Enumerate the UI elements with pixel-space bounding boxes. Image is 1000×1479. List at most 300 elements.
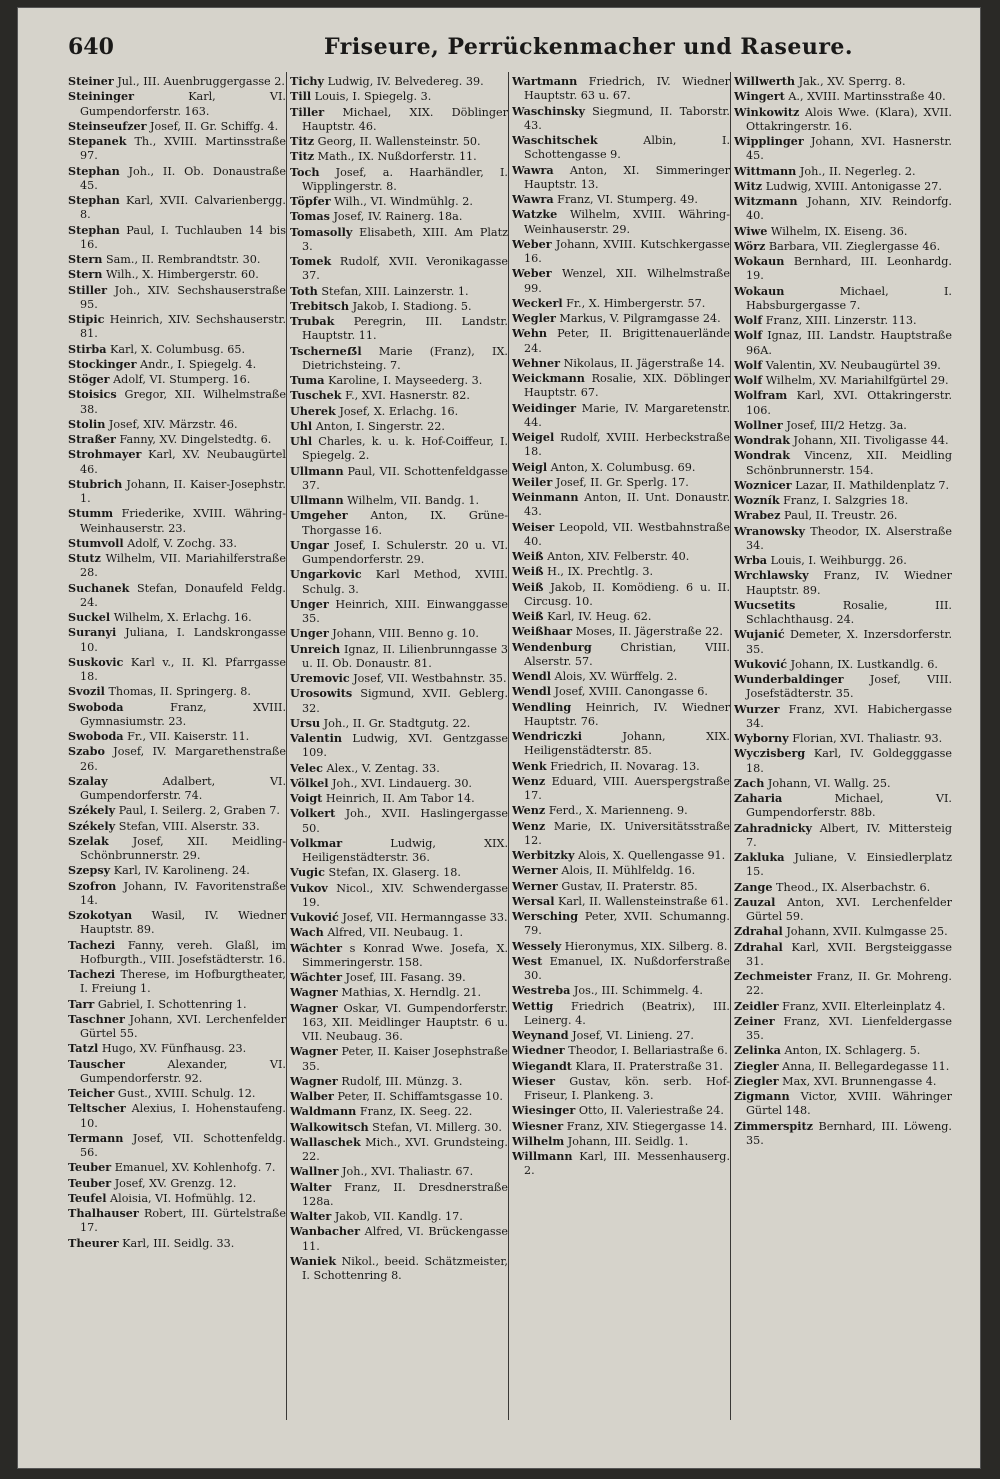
directory-entry — [734, 627, 952, 657]
directory-entry — [290, 1074, 508, 1089]
entry-details: Jos., III. Schimmelg. 4. — [570, 984, 703, 998]
entry-surname: Wendriczki — [512, 729, 583, 743]
directory-entry — [512, 879, 730, 894]
entry-surname: Walter — [290, 1179, 332, 1194]
entry-details: Karl, XVI. Ottakringerstr. 106. — [746, 389, 952, 417]
directory-entry — [290, 567, 508, 597]
entry-surname: Wagner — [290, 1073, 338, 1088]
entry-surname: Velec — [290, 760, 323, 775]
entry-details: Fanny, XV. Dingelstedtg. 6. — [115, 433, 272, 446]
entry-details: Ludwig, XVIII. Antonigasse 27. — [762, 179, 942, 193]
directory-entry — [290, 105, 508, 135]
directory-entry — [68, 387, 286, 417]
directory-entry — [512, 520, 730, 550]
entry-details: Charles, k. u. k. Hof-Coiffeur, I. Spiegelg. 2. — [302, 435, 508, 463]
directory-entry — [512, 207, 730, 237]
entry-surname: Wyczisberg — [734, 746, 806, 761]
entry-details: Alfred, VII. Neubaug. 1. — [323, 926, 464, 940]
directory-entry — [512, 237, 730, 267]
entry-surname: Tauscher — [68, 1056, 125, 1071]
entry-surname: Tachezi — [68, 937, 116, 952]
entry-details: Karl, III. Messenhauserg. 2. — [524, 1150, 730, 1178]
entry-surname: Swoboda — [68, 699, 124, 714]
directory-entry — [68, 967, 286, 997]
entry-details: Demeter, X. Inzersdorferstr. 35. — [746, 628, 952, 656]
entry-surname: Vugic — [290, 865, 325, 880]
entry-details: Aloisia, VI. Hofmühlg. 12. — [106, 1191, 257, 1205]
entry-details: Emanuel, XV. Kohlenhofg. 7. — [111, 1161, 276, 1175]
entry-surname: Zeiner — [734, 1013, 775, 1028]
entry-details: Heinrich, XIII. Einwanggasse 35. — [302, 597, 508, 625]
entry-details: Leopold, VII. Westbahnstraße 40. — [524, 520, 730, 548]
entry-details: Josef, XIV. Märzstr. 46. — [105, 417, 238, 431]
directory-entry — [290, 404, 508, 419]
entry-surname: Tomek — [290, 254, 332, 268]
entry-details: Ludwig, XIX. Heiligenstädterstr. 36. — [302, 836, 508, 864]
directory-entry — [290, 419, 508, 434]
directory-entry — [512, 74, 730, 104]
entry-details: Paul, VII. Schottenfeldgasse 37. — [302, 464, 508, 492]
entry-details: Joh., XVI. Thaliastr. 67. — [338, 1165, 474, 1179]
directory-entry — [512, 863, 730, 878]
entry-details: Jul., III. Auenbruggergasse 2. — [113, 75, 285, 88]
directory-entry — [68, 774, 286, 804]
entry-surname: Weiß — [512, 549, 544, 563]
directory-entry — [68, 551, 286, 581]
entry-details: Franz, XIII. Linzerstr. 113. — [762, 314, 917, 327]
directory-entry — [290, 836, 508, 866]
directory-entry — [290, 910, 508, 925]
directory-entry — [290, 626, 508, 641]
directory-entry — [68, 342, 286, 357]
directory-column-4 — [734, 74, 952, 1420]
entry-details: Michael, I. Habsburgergasse 7. — [746, 284, 952, 312]
directory-entry — [512, 475, 730, 490]
entry-details: Johann, XIV. Reindorfg. 40. — [746, 195, 952, 223]
entry-surname: Stirba — [68, 341, 107, 356]
entry-surname: Trebitsch — [290, 298, 350, 313]
directory-entry — [734, 1119, 952, 1149]
directory-entry — [734, 74, 952, 89]
entry-details: Joh., II. Gr. Stadtgutg. 22. — [320, 716, 471, 730]
entry-details: Karl, X. Columbusg. 65. — [106, 342, 246, 356]
entry-surname: Taschner — [68, 1011, 125, 1026]
directory-entry — [512, 296, 730, 311]
entry-surname: Tuschek — [290, 388, 342, 403]
entry-details: Oskar, VI. Gumpendorferstr. 163, XII. Meidlinger Hauptstr. 6 u. VII. Neubaug. 36. — [302, 1001, 508, 1043]
entry-details: Anton, XIV. Felberstr. 40. — [543, 550, 690, 563]
directory-entry — [290, 1180, 508, 1210]
entry-details: Robert, III. Gürtelstraße 17. — [80, 1207, 286, 1235]
directory-entry — [68, 74, 286, 89]
directory-entry — [290, 1254, 508, 1284]
entry-surname: Stiller — [68, 282, 108, 297]
entry-surname: Werbitzky — [512, 848, 575, 862]
directory-entry — [290, 970, 508, 985]
entry-details: Anna, II. Bellegardegasse 11. — [778, 1059, 950, 1073]
entry-details: Josef, II. Gr. Schiffg. 4. — [146, 119, 279, 133]
entry-surname: Weigl — [512, 459, 548, 474]
entry-surname: Walter — [290, 1209, 332, 1223]
entry-details: Anton, X. Columbusg. 69. — [547, 460, 696, 474]
directory-entry — [512, 490, 730, 520]
entry-surname: Zeidler — [734, 998, 779, 1013]
directory-entry — [512, 371, 730, 401]
directory-entry — [512, 564, 730, 579]
entry-surname: Tscherneẞl — [290, 343, 362, 358]
directory-entry — [512, 729, 730, 759]
directory-entry — [734, 418, 952, 433]
entry-surname: Teuber — [68, 1160, 112, 1175]
directory-entry — [68, 252, 286, 267]
entry-surname: Zahradnicky — [734, 820, 812, 835]
entry-details: Josef, III/2 Hetzg. 3a. — [782, 418, 907, 432]
entry-surname: Tiller — [290, 104, 325, 119]
directory-entry — [734, 702, 952, 732]
directory-entry — [290, 194, 508, 209]
entry-surname: Ungar — [290, 537, 329, 552]
directory-entry — [68, 1236, 286, 1251]
entry-surname: Strohmayer — [68, 447, 142, 462]
entry-surname: Zakluka — [734, 850, 785, 864]
directory-entry — [290, 1044, 508, 1074]
entry-surname: Weiser — [512, 519, 555, 534]
directory-entry — [290, 1209, 508, 1224]
directory-entry — [68, 164, 286, 194]
entry-details: Paul, II. Treustr. 26. — [780, 509, 898, 523]
entry-details: H., IX. Prechtlg. 3. — [543, 565, 653, 579]
entry-surname: Stern — [68, 267, 103, 282]
directory-entry — [68, 477, 286, 507]
directory-entry — [734, 553, 952, 568]
entry-surname: Suranyi — [68, 625, 117, 640]
directory-entry — [290, 464, 508, 494]
entry-surname: Szalay — [68, 773, 108, 788]
entry-surname: Wujanić — [734, 627, 785, 642]
entry-surname: Wucsetits — [734, 597, 796, 612]
entry-surname: Witz — [734, 178, 763, 193]
entry-details: Max, XVI. Brunnengasse 4. — [778, 1074, 937, 1088]
entry-surname: Wendenburg — [512, 639, 592, 654]
entry-details: Anton, XVI. Lerchenfelder Gürtel 59. — [746, 895, 952, 923]
entry-details: Emanuel, IX. Nußdorferstraße 30. — [524, 954, 730, 982]
entry-details: Johann, XII. Tivoligasse 44. — [789, 434, 949, 447]
directory-entry — [68, 193, 286, 223]
entry-details: Gustav, II. Praterstr. 85. — [557, 879, 698, 893]
directory-entry — [512, 1119, 730, 1134]
entry-details: Anton, I. Singerstr. 22. — [312, 419, 445, 433]
entry-details: Joh., XVII. Haslingergasse 50. — [302, 807, 508, 835]
entry-details: Math., IX. Nußdorferstr. 11. — [314, 150, 477, 164]
directory-entry — [734, 568, 952, 598]
entry-surname: Theurer — [68, 1235, 119, 1250]
directory-entry — [512, 909, 730, 939]
entry-surname: Szofron — [68, 878, 117, 893]
entry-details: Franz, XVI. Habichergasse 34. — [746, 702, 952, 730]
entry-surname: Wyborny — [734, 731, 789, 745]
entry-surname: Teicher — [68, 1086, 115, 1100]
directory-entry — [290, 388, 508, 403]
entry-details: s Konrad Wwe. Josefa, X. Simmeringerstr. 158. — [302, 941, 508, 969]
directory-entry — [512, 1074, 730, 1104]
entry-surname: Uhl — [290, 418, 313, 433]
entry-details: Victor, XVIII. Währinger Gürtel 148. — [746, 1090, 952, 1118]
entry-details: Joh., XVI. Lindauerg. 30. — [328, 776, 472, 790]
entry-surname: Tomas — [290, 209, 330, 224]
directory-entry — [68, 506, 286, 536]
entry-surname: Stubrich — [68, 476, 123, 491]
directory-entry — [290, 761, 508, 776]
entry-details: Josef, XII. Meidling-Schönbrunnerstr. 29. — [80, 834, 286, 862]
entry-details: Friedrich, IV. Wiedner Hauptstr. 63 u. 67. — [524, 75, 730, 103]
directory-entry — [290, 314, 508, 344]
entry-surname: Wenk — [512, 758, 547, 773]
entry-surname: Stepanek — [68, 134, 127, 148]
entry-details: Franz, VI. Stumperg. 49. — [553, 193, 698, 206]
entry-details: Karl, IV. Goldegggasse 18. — [746, 747, 952, 775]
directory-entry — [290, 941, 508, 971]
entry-surname: Stephan — [68, 222, 120, 237]
entry-details: Jakob, I. Stadiong. 5. — [349, 299, 472, 313]
column-rule — [286, 72, 287, 1420]
directory-entry — [512, 759, 730, 774]
directory-entry — [512, 401, 730, 431]
entry-surname: Weickmann — [512, 371, 585, 385]
entry-surname: Weiß — [512, 609, 544, 623]
entry-details: Michael, VI. Gumpendorferstr. 88b. — [746, 792, 952, 820]
entry-details: Karoline, I. Mayseederg. 3. — [324, 374, 483, 387]
directory-entry — [512, 640, 730, 670]
entry-surname: Watzke — [512, 207, 558, 222]
entry-details: Josef, VII. Schottenfeldg. 56. — [80, 1131, 286, 1159]
entry-surname: Witzmann — [734, 194, 798, 208]
entry-details: Ferd., X. Marienneng. 9. — [545, 804, 688, 818]
directory-entry — [734, 194, 952, 224]
directory-entry — [290, 344, 508, 374]
entry-surname: Stern — [68, 252, 103, 266]
entry-surname: Weiß — [512, 579, 544, 594]
entry-surname: Székely — [68, 818, 116, 833]
entry-surname: Wolfram — [734, 388, 788, 403]
entry-details: Karl, II. Wallensteinstraße 61. — [554, 894, 729, 908]
entry-details: Albin, I. Schottengasse 9. — [524, 134, 730, 162]
directory-column-3 — [512, 74, 730, 1420]
directory-entry — [512, 819, 730, 849]
entry-details: Valentin, XV. Neubaugürtel 39. — [762, 358, 941, 372]
entry-details: Rudolf, XVII. Veronikagasse 37. — [302, 255, 508, 283]
directory-entry — [290, 642, 508, 672]
entry-details: Karl, XVII. Bergsteiggasse 31. — [746, 940, 952, 968]
directory-entry — [68, 908, 286, 938]
directory-entry — [512, 774, 730, 804]
entry-details: Wilh., VI. Windmühlg. 2. — [330, 195, 473, 208]
entry-surname: Walkowitsch — [290, 1119, 369, 1134]
entry-details: Nikolaus, II. Jägerstraße 14. — [560, 356, 725, 370]
directory-entry — [68, 89, 286, 119]
directory-entry — [512, 803, 730, 818]
directory-entry — [734, 1043, 952, 1058]
entry-details: Siegmund, II. Taborstr. 43. — [524, 104, 730, 132]
directory-entry — [290, 731, 508, 761]
entry-surname: Termann — [68, 1130, 124, 1145]
directory-entry — [68, 1160, 286, 1175]
entry-details: Klara, II. Praterstraße 31. — [571, 1059, 723, 1073]
directory-entry — [68, 447, 286, 477]
directory-entry — [512, 311, 730, 326]
entry-details: Heinrich, II. Am Tabor 14. — [322, 792, 475, 805]
entry-surname: Ullmann — [290, 463, 344, 478]
entry-details: Jakob, VII. Kandlg. 17. — [331, 1210, 463, 1223]
entry-details: Franz, XVIII. Gymnasiumstr. 23. — [80, 700, 286, 728]
entry-details: Heinrich, IV. Wiedner Hauptstr. 76. — [524, 700, 730, 728]
entry-details: A., XVIII. Martinsstraße 40. — [784, 90, 946, 104]
entry-details: Johann, XVI. Hasnerstr. 45. — [746, 135, 952, 163]
entry-surname: Wiegandt — [512, 1058, 572, 1073]
entry-surname: West — [512, 953, 543, 968]
entry-surname: Wallner — [290, 1164, 339, 1179]
entry-surname: Tichy — [290, 74, 325, 88]
entry-surname: Weißhaar — [512, 624, 573, 639]
entry-details: Johann, XVI. Lerchenfelder Gürtel 55. — [80, 1012, 286, 1040]
directory-entry — [512, 684, 730, 699]
entry-surname: Uremovic — [290, 671, 350, 685]
entry-details: Josef, VIII. Josefstädterstr. 35. — [746, 673, 952, 701]
entry-surname: Wagner — [290, 985, 338, 1000]
directory-entry — [734, 598, 952, 628]
entry-details: Bernhard, III. Löweng. 35. — [746, 1119, 952, 1147]
entry-surname: Wenz — [512, 803, 546, 818]
entry-surname: Zdrahal — [734, 924, 783, 939]
entry-surname: Toth — [290, 283, 318, 298]
directory-entry — [68, 417, 286, 432]
entry-surname: Wächter — [290, 970, 342, 984]
directory-entry — [68, 938, 286, 968]
entry-details: Karl, IV. Karolineng. 24. — [110, 864, 250, 878]
entry-details: Ignaz, II. Lilienbrunngasse 3 u. II. Ob. Donaustr. 81. — [302, 642, 508, 670]
entry-surname: Wendl — [512, 684, 551, 699]
entry-details: Anton, IX. Grüne-Thorgasse 16. — [302, 509, 508, 537]
entry-details: Alexius, I. Hohenstaufeng. 10. — [80, 1102, 286, 1130]
entry-details: Jak., XV. Sperrg. 8. — [795, 75, 906, 88]
entry-surname: Wallaschek — [290, 1134, 361, 1149]
entry-surname: Uherek — [290, 403, 336, 418]
entry-surname: Zechmeister — [734, 969, 812, 983]
directory-entry — [68, 819, 286, 834]
directory-entry — [512, 163, 730, 193]
directory-entry — [68, 834, 286, 864]
entry-details: Ignaz, III. Landstr. Hauptstraße 96A. — [746, 329, 952, 357]
entry-surname: Wessely — [512, 938, 562, 953]
directory-entry — [290, 1120, 508, 1135]
directory-entry — [290, 89, 508, 104]
entry-surname: Svozil — [68, 684, 105, 699]
entry-surname: Werner — [512, 878, 558, 893]
entry-details: Anton, II. Unt. Donaustr. 43. — [524, 491, 730, 519]
entry-details: Karl, XV. Neubaugürtel 46. — [80, 448, 286, 476]
entry-surname: Wendl — [512, 669, 551, 683]
entry-surname: Voigt — [290, 791, 323, 805]
entry-details: Sigmund, XVII. Geblerg. 32. — [302, 687, 508, 715]
entry-details: Stefan, XIII. Lainzerstr. 1. — [317, 284, 469, 298]
entry-details: Josef, VII. Westbahnstr. 35. — [349, 672, 507, 685]
directory-entry — [290, 1224, 508, 1254]
directory-entry — [68, 729, 286, 744]
entry-surname: Wollner — [734, 417, 783, 432]
directory-entry — [68, 581, 286, 611]
directory-entry — [68, 372, 286, 387]
entry-details: Johann, IX. Lustkandlg. 6. — [787, 657, 938, 671]
entry-details: Nicol., XIV. Schwendergasse 19. — [302, 881, 508, 909]
entry-surname: Vuković — [290, 910, 339, 924]
entry-details: Fanny, vereh. Glaßl, im Hofburgth., VIII. Josefstädterstr. 16. — [80, 938, 286, 966]
directory-entry — [290, 686, 508, 716]
entry-details: F., XVI. Hasnerstr. 82. — [341, 389, 470, 403]
entry-surname: Stoisics — [68, 387, 117, 402]
directory-entry — [512, 430, 730, 460]
entry-surname: Wendling — [512, 699, 572, 714]
entry-details: Louis, I. Spiegelg. 3. — [311, 90, 432, 104]
entry-details: Alex., V. Zentag. 33. — [322, 761, 440, 775]
entry-surname: Ziegler — [734, 1073, 779, 1088]
entry-surname: Teltscher — [68, 1101, 126, 1116]
directory-entry — [68, 1012, 286, 1042]
entry-details: Stefan, VI. Millerg. 30. — [368, 1120, 502, 1134]
entry-details: Franz, I. Salzgries 18. — [779, 494, 909, 507]
entry-surname: Wehn — [512, 326, 548, 341]
entry-surname: Wrchlawsky — [734, 568, 809, 583]
entry-details: Josef, XVIII. Canongasse 6. — [550, 685, 708, 699]
entry-details: Johann, II. Kaiser-Josephstr. 1. — [80, 477, 286, 505]
entry-details: Marie (Franz), IX. Dietrichsteing. 7. — [302, 344, 508, 372]
directory-entry — [512, 580, 730, 610]
entry-surname: Waniek — [290, 1253, 337, 1268]
directory-entry — [68, 1101, 286, 1131]
entry-details: Ludwig, IV. Belvedereg. 39. — [324, 75, 484, 88]
entry-surname: Till — [290, 89, 312, 104]
entry-surname: Valentin — [290, 731, 342, 745]
directory-entry — [734, 791, 952, 821]
entry-surname: Steininger — [68, 89, 134, 104]
entry-details: Wilhelm, IX. Eiseng. 36. — [767, 224, 908, 238]
entry-surname: Stephan — [68, 163, 120, 178]
entry-details: Johann, VI. Wallg. 25. — [764, 776, 891, 790]
entry-details: Joh., XIV. Sechshauserstraße 95. — [80, 283, 286, 311]
entry-details: Rosalie, III. Schlachthausg. 24. — [746, 598, 952, 626]
entry-details: Gust., XVIII. Schulg. 12. — [114, 1087, 256, 1100]
directory-entry — [68, 1191, 286, 1206]
directory-entry — [290, 538, 508, 568]
entry-details: Wenzel, XII. Wilhelmstraße 99. — [524, 267, 730, 295]
entry-surname: Werner — [512, 863, 558, 878]
entry-surname: Titz — [290, 149, 315, 164]
entry-surname: Tuma — [290, 373, 325, 387]
directory-page — [18, 8, 980, 1468]
directory-entry — [290, 254, 508, 284]
directory-entry — [68, 223, 286, 253]
entry-surname: Stipic — [68, 312, 105, 326]
entry-details: Adolf, V. Zochg. 33. — [123, 536, 237, 550]
directory-entry — [512, 624, 730, 639]
entry-surname: Volkmar — [290, 835, 343, 850]
directory-entry — [512, 133, 730, 163]
directory-entry — [734, 105, 952, 135]
entry-surname: Szabo — [68, 744, 105, 759]
directory-entry — [512, 192, 730, 207]
entry-surname: Unger — [290, 626, 329, 641]
directory-entry — [290, 1001, 508, 1045]
entry-details: Alfred, VI. Brückengasse 11. — [302, 1225, 508, 1253]
entry-details: Christian, VIII. Alserstr. 57. — [524, 640, 730, 668]
